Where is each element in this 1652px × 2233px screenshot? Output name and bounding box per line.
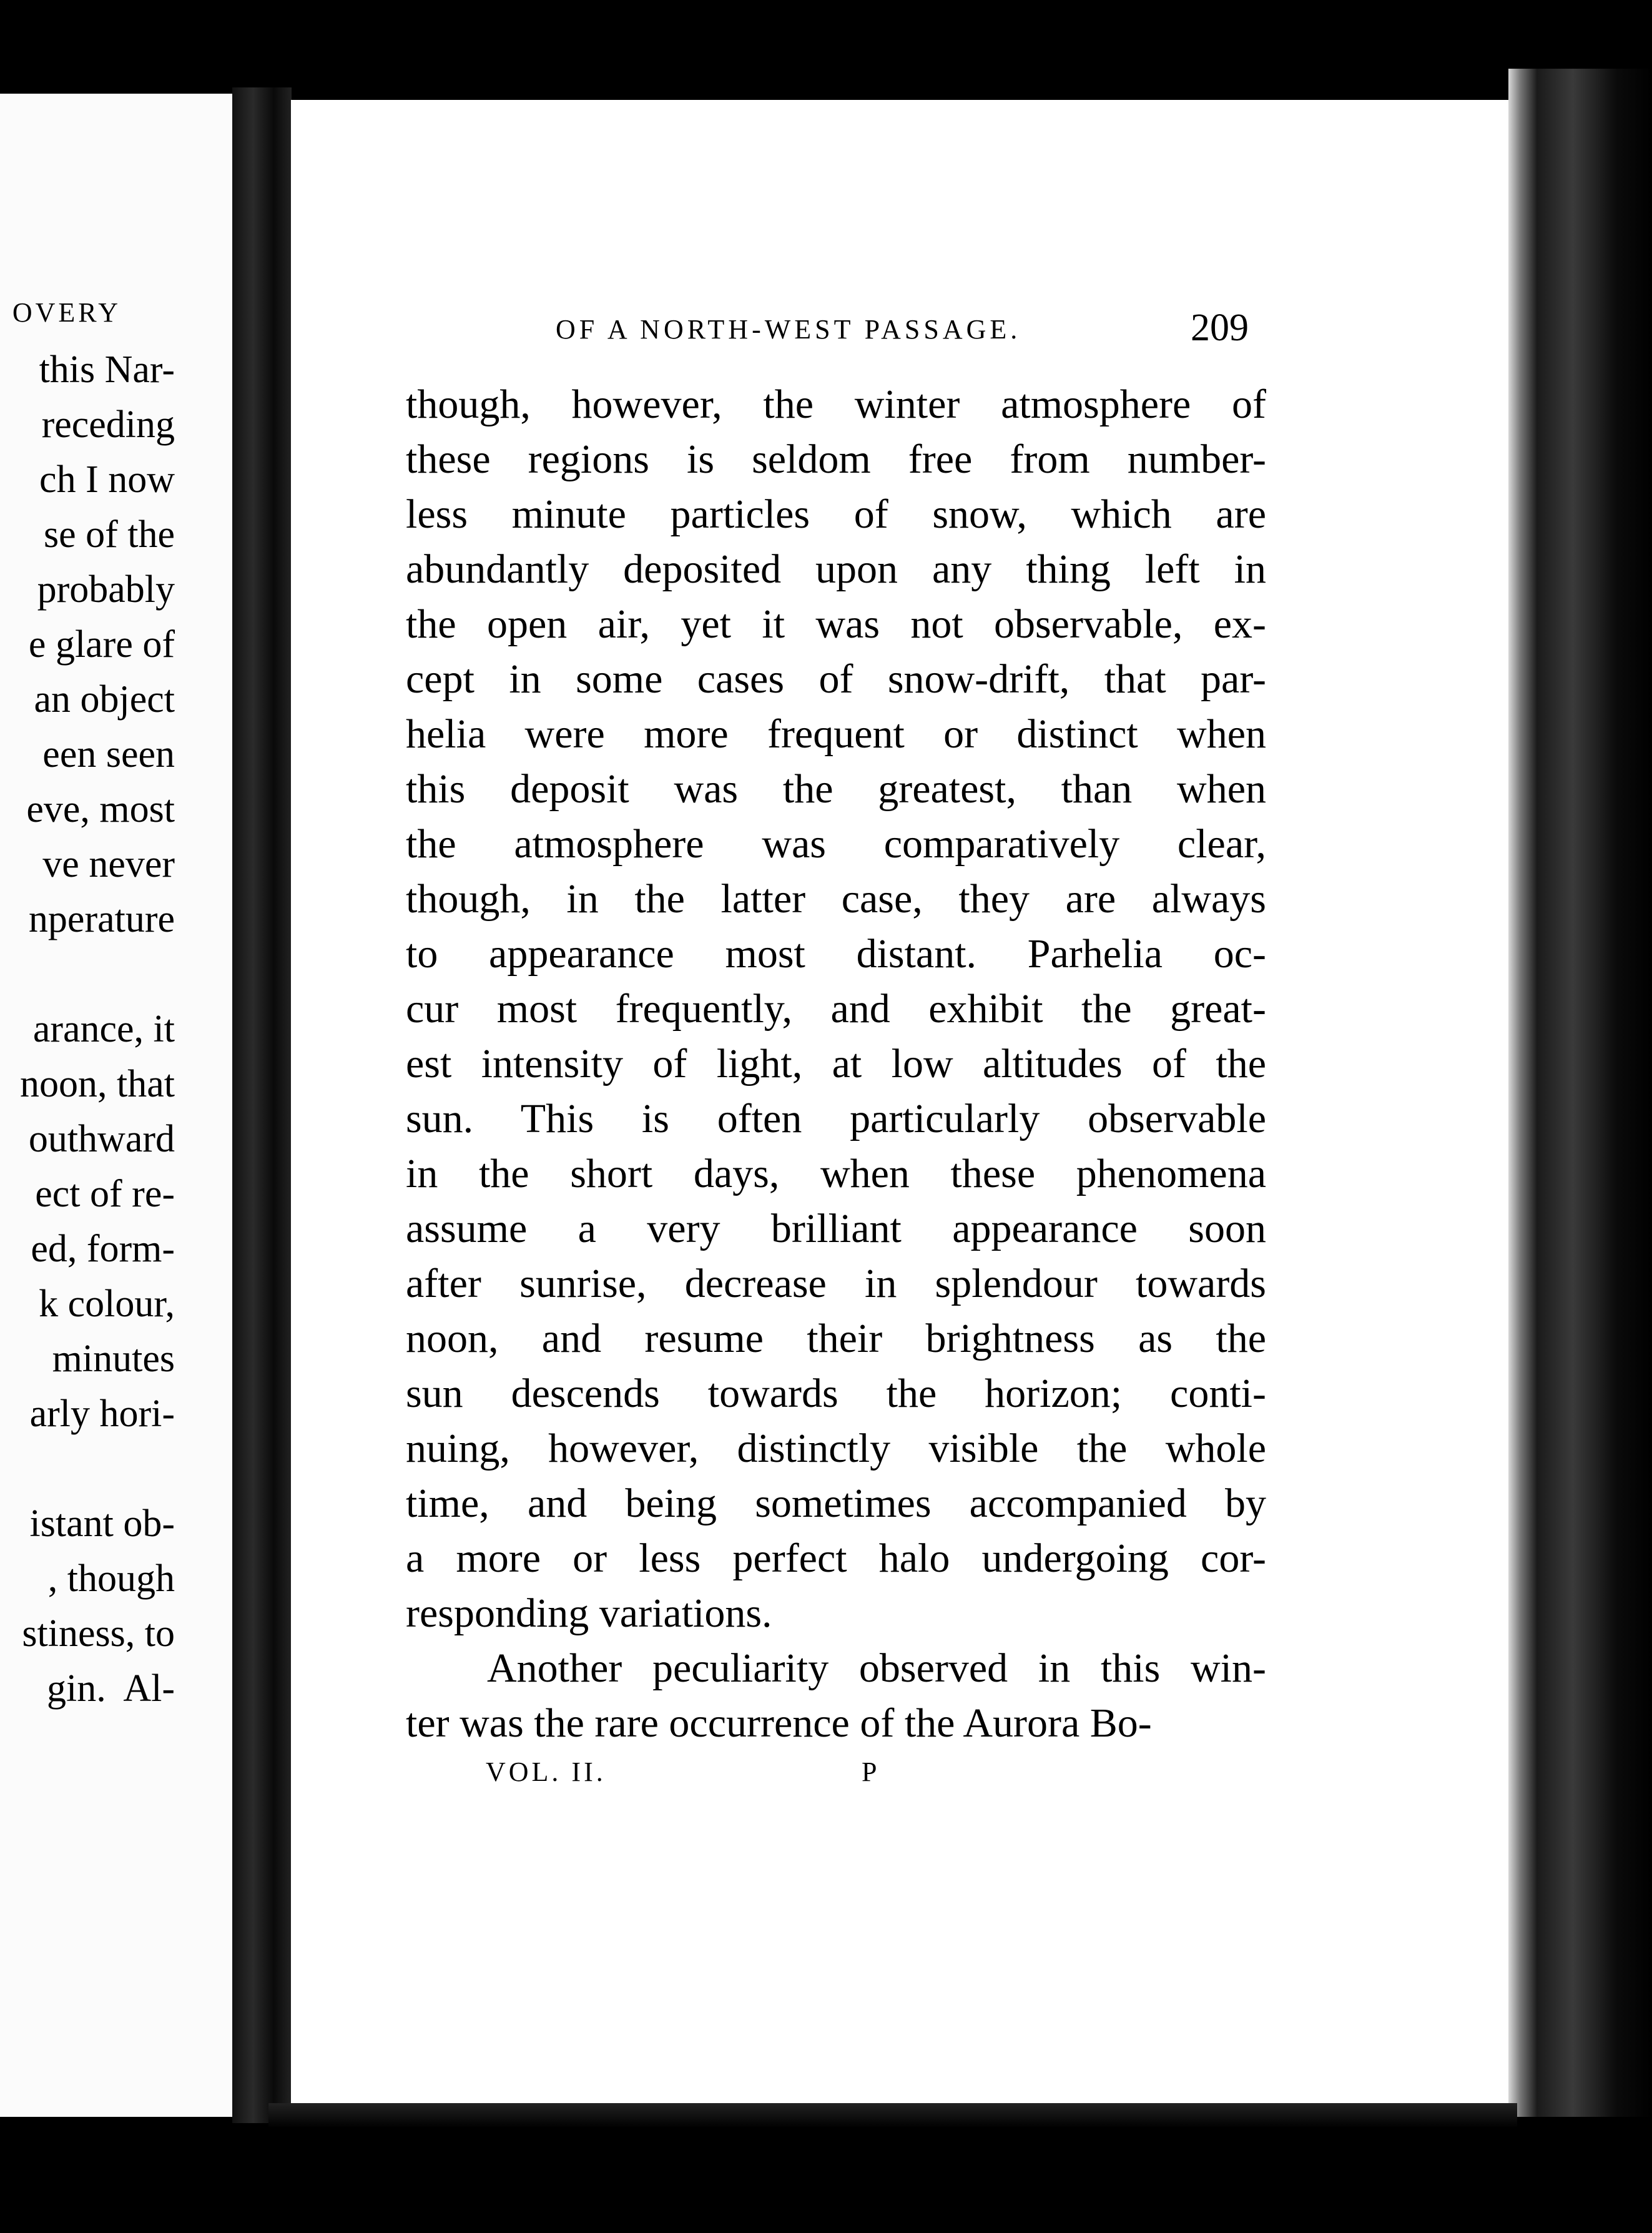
text-line: after sunrise, decrease in splendour towards — [406, 1261, 1266, 1306]
left-text-line — [0, 1441, 175, 1496]
left-running-head: OVERY — [12, 297, 121, 328]
running-head-title: OF A NORTH-WEST PASSAGE. — [556, 314, 1021, 345]
page-footer — [486, 1756, 923, 1800]
signature-mark: P — [862, 1757, 880, 1787]
left-text-line: , though — [47, 1557, 175, 1600]
text-line: time, and being sometimes accompanied by — [406, 1481, 1266, 1526]
left-text-line: arly hori- — [29, 1393, 175, 1435]
text-line: responding variations. — [406, 1590, 772, 1636]
text-line: the open air, yet it was not observable, ex- — [406, 601, 1266, 647]
text-line: though, however, the winter atmosphere of — [406, 382, 1266, 427]
text-line: cept in some cases of snow-drift, that par- — [406, 656, 1266, 702]
page-number: 209 — [1191, 307, 1249, 349]
text-line: to appearance most distant. Parhelia oc- — [406, 931, 1266, 977]
left-text-line: receding — [41, 403, 175, 446]
left-text-line: gin. Al- — [47, 1667, 175, 1710]
text-line: these regions is seldom free from number- — [406, 436, 1266, 482]
page-bottom-shadow — [268, 2103, 1517, 2128]
left-text-line: ve never — [42, 843, 175, 885]
text-line: sun. This is often particularly observable — [406, 1096, 1266, 1141]
text-line: a more or less perfect halo undergoing cor- — [406, 1535, 1266, 1581]
left-text-line: e glare of — [28, 623, 175, 666]
left-text-line: noon, that — [20, 1063, 175, 1105]
running-head — [556, 306, 1249, 356]
left-text-line: nperature — [28, 898, 175, 940]
left-text-line: een seen — [42, 733, 175, 776]
left-text-line: probably — [37, 568, 175, 611]
text-line: sun descends towards the horizon; conti- — [406, 1371, 1266, 1416]
volume-label: VOL. II. — [486, 1757, 606, 1787]
text-line: cur most frequently, and exhibit the great- — [406, 986, 1266, 1032]
left-text-line: se of the — [43, 513, 175, 556]
left-text-line: outhward — [28, 1118, 175, 1160]
text-line: ter was the rare occurrence of the Aurora Bo- — [406, 1700, 1152, 1746]
left-text-line: an object — [34, 678, 175, 721]
text-line: this deposit was the greatest, than when — [406, 766, 1266, 812]
text-line: helia were more frequent or distinct when — [406, 711, 1266, 757]
text-line: nuing, however, distinctly visible the whole — [406, 1426, 1266, 1471]
left-text-line — [0, 947, 175, 1002]
body-text — [406, 377, 1266, 1751]
text-line: abundantly deposited upon any thing left in — [406, 546, 1266, 592]
left-text-line: ch I now — [39, 458, 175, 501]
text-line: est intensity of light, at low altitudes of the — [406, 1041, 1266, 1087]
left-text-line: k colour, — [39, 1283, 175, 1325]
text-line: noon, and resume their brightness as the — [406, 1316, 1266, 1361]
left-text-line: arance, it — [32, 1008, 175, 1050]
text-line: less minute particles of snow, which are — [406, 491, 1266, 537]
left-text-line: minutes — [52, 1338, 175, 1380]
left-text-line: istant ob- — [29, 1502, 175, 1545]
left-text-line: ect of re- — [35, 1173, 175, 1215]
page-edges — [1508, 69, 1652, 2117]
left-text-line: ed, form- — [31, 1228, 175, 1270]
text-line: Another peculiarity observed in this win- — [487, 1645, 1266, 1691]
left-page — [0, 94, 232, 2117]
text-line: assume a very brilliant appearance soon — [406, 1206, 1266, 1251]
left-page-text — [0, 342, 175, 1716]
left-text-line: this Nar- — [39, 348, 175, 391]
left-text-line: stiness, to — [22, 1612, 175, 1655]
text-line: though, in the latter case, they are always — [406, 876, 1266, 922]
text-line: in the short days, when these phenomena — [406, 1151, 1266, 1196]
text-line: the atmosphere was comparatively clear, — [406, 821, 1266, 867]
left-text-line: eve, most — [26, 788, 175, 831]
book-gutter — [232, 87, 292, 2123]
